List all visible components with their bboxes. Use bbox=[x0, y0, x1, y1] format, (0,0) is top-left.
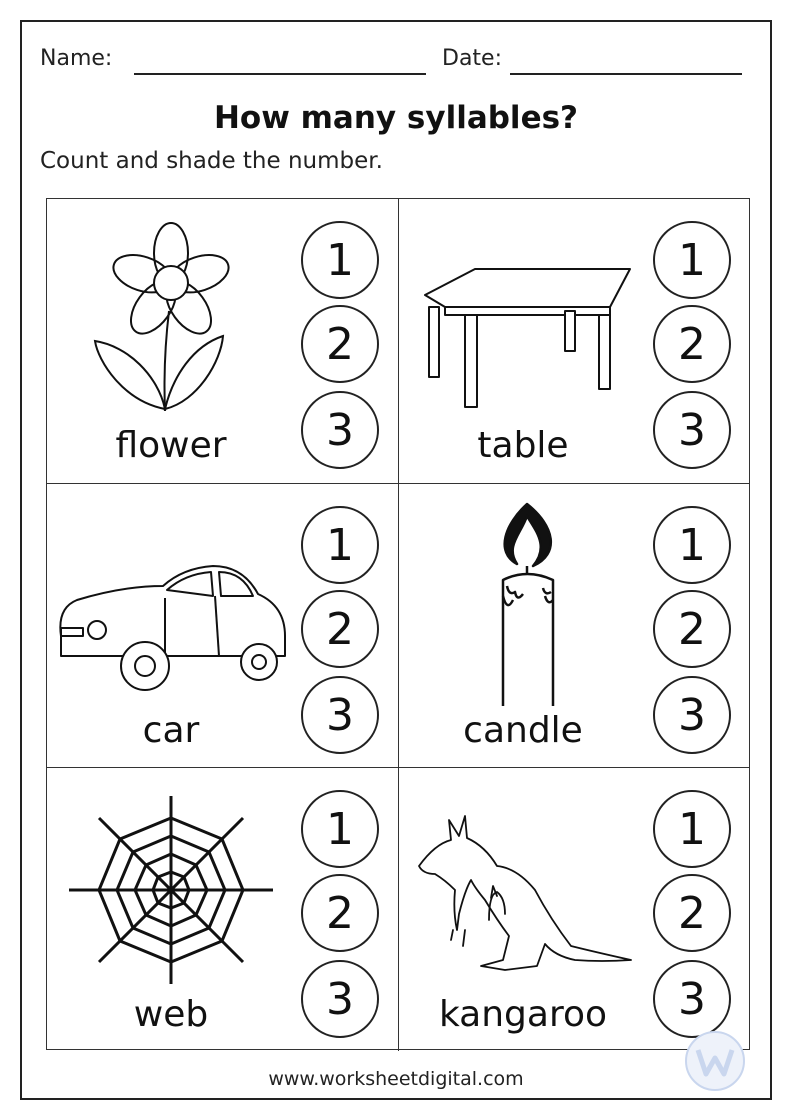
option-1-circle[interactable]: 1 bbox=[301, 221, 379, 299]
option-1-circle[interactable]: 1 bbox=[301, 506, 379, 584]
card-table bbox=[398, 199, 749, 483]
watermark-logo-icon bbox=[684, 1030, 746, 1092]
option-3-circle[interactable]: 3 bbox=[301, 676, 379, 754]
option-1-circle[interactable]: 1 bbox=[653, 221, 731, 299]
option-2-circle[interactable]: 2 bbox=[653, 305, 731, 383]
name-label: Name: bbox=[40, 46, 113, 71]
option-2-circle[interactable]: 2 bbox=[301, 874, 379, 952]
footer-url[interactable]: www.worksheetdigital.com bbox=[268, 1068, 524, 1090]
option-1-circle[interactable]: 1 bbox=[653, 790, 731, 868]
word-label: flower bbox=[115, 425, 227, 466]
word-label: table bbox=[477, 425, 569, 466]
card-candle bbox=[398, 483, 749, 767]
page-title: How many syllables? bbox=[213, 100, 579, 136]
card-flower bbox=[47, 199, 398, 483]
option-2-circle[interactable]: 2 bbox=[301, 305, 379, 383]
spider-web-icon bbox=[53, 780, 289, 990]
card-car bbox=[47, 483, 398, 767]
word-label: candle bbox=[463, 710, 583, 751]
option-3-circle[interactable]: 3 bbox=[301, 391, 379, 469]
date-label: Date: bbox=[442, 46, 502, 71]
syllable-grid bbox=[46, 198, 750, 1050]
word-label: web bbox=[133, 994, 209, 1035]
option-3-circle[interactable]: 3 bbox=[653, 960, 731, 1038]
worksheet-page bbox=[20, 20, 772, 1100]
flower-icon bbox=[53, 211, 289, 421]
instruction: Count and shade the number. bbox=[40, 148, 383, 174]
name-field[interactable] bbox=[134, 73, 426, 75]
car-icon bbox=[53, 496, 289, 706]
word-label: kangaroo bbox=[438, 994, 608, 1035]
option-2-circle[interactable]: 2 bbox=[653, 590, 731, 668]
kangaroo-icon bbox=[405, 780, 641, 990]
option-1-circle[interactable]: 1 bbox=[301, 790, 379, 868]
option-3-circle[interactable]: 3 bbox=[653, 391, 731, 469]
option-2-circle[interactable]: 2 bbox=[653, 874, 731, 952]
candle-icon bbox=[405, 496, 641, 706]
header bbox=[40, 46, 752, 80]
word-label: car bbox=[142, 710, 200, 751]
table-icon bbox=[405, 211, 641, 421]
option-2-circle[interactable]: 2 bbox=[301, 590, 379, 668]
option-1-circle[interactable]: 1 bbox=[653, 506, 731, 584]
option-3-circle[interactable]: 3 bbox=[653, 676, 731, 754]
card-web bbox=[47, 767, 398, 1051]
card-kangaroo bbox=[398, 767, 749, 1051]
option-3-circle[interactable]: 3 bbox=[301, 960, 379, 1038]
date-field[interactable] bbox=[510, 73, 742, 75]
